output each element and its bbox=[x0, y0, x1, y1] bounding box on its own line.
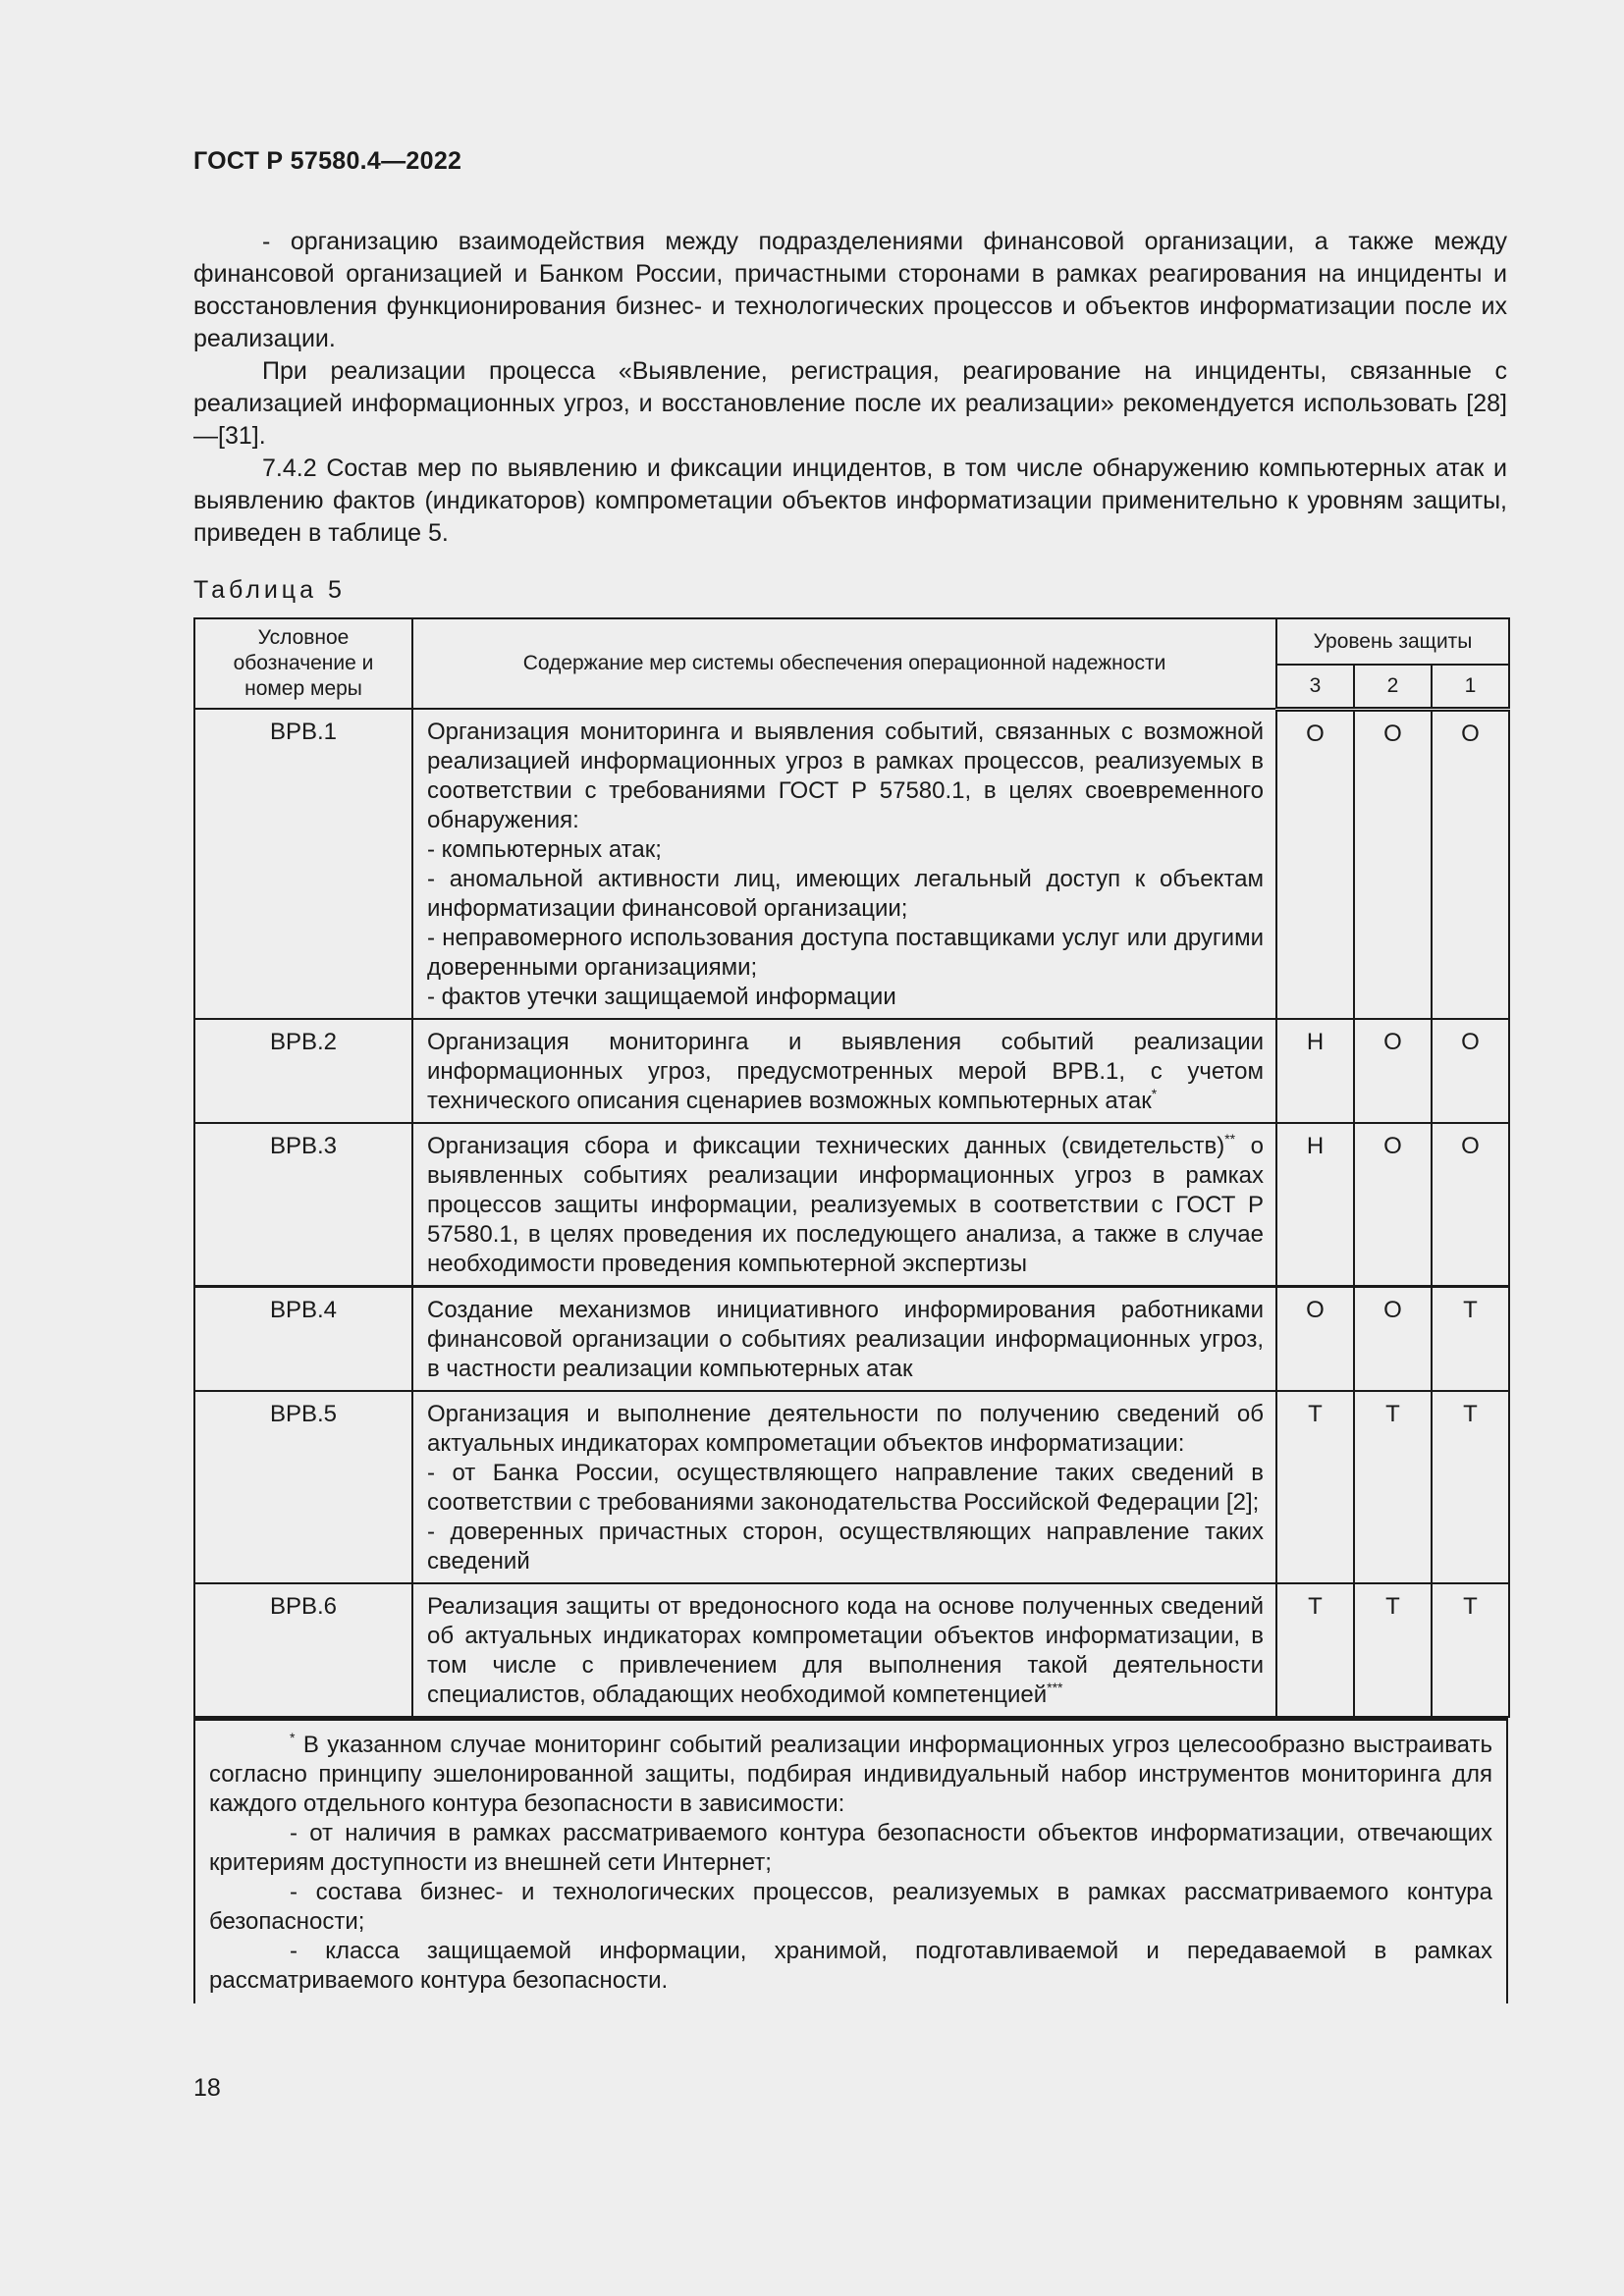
table-caption: Таблица 5 bbox=[193, 576, 346, 604]
description-item: - неправомерного использования доступа поставщиками услуг или другими доверенными организациями; bbox=[427, 925, 1264, 981]
header-level-2: 2 bbox=[1354, 665, 1432, 709]
description-line: Реализация защиты от вредоносного кода на основе полученных сведений об актуальных индикаторах компрометации объектов информатизации, в том числе с привлечением для выполнения такой деятельности специалистов, обладающих необходимой компетенцией bbox=[427, 1593, 1264, 1708]
level-2-value: Т bbox=[1354, 1583, 1432, 1717]
level-3-value: Н bbox=[1276, 1019, 1354, 1123]
footnote-mark: ** bbox=[1224, 1131, 1236, 1147]
level-3-value: О bbox=[1276, 709, 1354, 1019]
note-item: - состава бизнес- и технологических процессов, реализуемых в рамках рассматриваемого контура безопасности; bbox=[209, 1879, 1492, 1935]
table-row bbox=[194, 1583, 1509, 1717]
description-item: - от Банка России, осуществляющего направление таких сведений в соответствии с требованиями законодательства Российской Федерации [2]; bbox=[427, 1460, 1264, 1516]
level-1-value: О bbox=[1432, 1019, 1509, 1123]
footnote-mark: *** bbox=[1047, 1680, 1063, 1695]
table-row bbox=[194, 1287, 1509, 1392]
description-item: - доверенных причастных сторон, осуществляющих направление таких сведений bbox=[427, 1519, 1264, 1575]
level-2-value: Т bbox=[1354, 1391, 1432, 1583]
header-level-3: 3 bbox=[1276, 665, 1354, 709]
level-1-value: О bbox=[1432, 1123, 1509, 1287]
paragraph: При реализации процесса «Выявление, регистрация, реагирование на инциденты, связанные с реализацией информационных угроз, и восстановление после их реализации» рекомендуется использовать [28]—[31]. bbox=[193, 357, 1507, 450]
level-2-value: О bbox=[1354, 1123, 1432, 1287]
note-item: - от наличия в рамках рассматриваемого контура безопасности объектов информатизации, отвечающих критериям доступности из внешней сети Интернет; bbox=[209, 1820, 1492, 1876]
measure-code: ВРВ.5 bbox=[194, 1391, 412, 1583]
level-2-value: О bbox=[1354, 709, 1432, 1019]
header-level-group: Уровень защиты bbox=[1276, 618, 1509, 665]
measure-code: ВРВ.6 bbox=[194, 1583, 412, 1717]
description-line: Организация мониторинга и выявления событий, связанных с возможной реализацией информационных угроз в рамках процессов, реализуемых в соответствии с требованиями ГОСТ Р 57580.1, в целях своевременного обнаружения: bbox=[427, 719, 1264, 833]
header-level-1: 1 bbox=[1432, 665, 1509, 709]
level-3-value: Т bbox=[1276, 1391, 1354, 1583]
level-1-value: Т bbox=[1432, 1391, 1509, 1583]
header-content: Содержание мер системы обеспечения операционной надежности bbox=[412, 618, 1276, 709]
measure-description bbox=[412, 1583, 1276, 1717]
header-code: Условное обозначение и номер меры bbox=[194, 618, 412, 709]
measure-code: ВРВ.2 bbox=[194, 1019, 412, 1123]
table-row bbox=[194, 1123, 1509, 1287]
table-row bbox=[194, 709, 1509, 1019]
body-text bbox=[193, 226, 1507, 550]
measure-description bbox=[412, 1019, 1276, 1123]
level-3-value: Н bbox=[1276, 1123, 1354, 1287]
level-1-value: Т bbox=[1432, 1583, 1509, 1717]
paragraph: 7.4.2 Состав мер по выявлению и фиксации инцидентов, в том числе обнаружению компьютерных атак и выявлению фактов (индикаторов) компрометации объектов информатизации применительно к уровням защиты, приведен в таблице 5. bbox=[193, 454, 1507, 547]
note-item: - класса защищаемой информации, хранимой, подготавливаемой и передаваемой в рамках рассматриваемого контура безопасности. bbox=[209, 1938, 1492, 1994]
table-row bbox=[194, 1019, 1509, 1123]
level-2-value: О bbox=[1354, 1019, 1432, 1123]
description-item: - компьютерных атак; bbox=[427, 836, 662, 863]
table-notes bbox=[193, 1718, 1508, 2003]
description-line: Организация сбора и фиксации технических данных (свидетельств) bbox=[427, 1133, 1225, 1159]
measure-code: ВРВ.1 bbox=[194, 709, 412, 1019]
footnote-mark: * bbox=[1151, 1086, 1158, 1101]
footnote-mark: * bbox=[290, 1730, 296, 1745]
measure-code: ВРВ.4 bbox=[194, 1287, 412, 1392]
measures-table-wrap bbox=[193, 617, 1508, 2003]
document-code-header: ГОСТ Р 57580.4—2022 bbox=[193, 147, 462, 175]
measure-description bbox=[412, 1287, 1276, 1392]
description-line: о выявленных событиях реализации информационных угроз в рамках процессов защиты информации, реализуемых в соответствии с ГОСТ Р 57580.1, в целях проведения их последующего анализа, а также в случае необходимости проведения компьютерной экспертизы bbox=[427, 1133, 1264, 1277]
description-line: Организация и выполнение деятельности по получению сведений об актуальных индикаторах компрометации объектов информатизации: bbox=[427, 1401, 1264, 1457]
level-3-value: Т bbox=[1276, 1583, 1354, 1717]
note-lead-text: В указанном случае мониторинг событий реализации информационных угроз целесообразно выстраивать согласно принципу эшелонированной защиты, подбирая индивидуальный набор инструментов мониторинга для каждого отдельного контура безопасности в зависимости: bbox=[209, 1732, 1492, 1817]
description-line: Создание механизмов инициативного информирования работниками финансовой организации о событиях реализации информационных угроз, в частности реализации компьютерных атак bbox=[427, 1297, 1264, 1382]
note-lead bbox=[209, 1731, 1492, 1819]
level-3-value: О bbox=[1276, 1287, 1354, 1392]
measure-description bbox=[412, 1391, 1276, 1583]
description-line: Организация мониторинга и выявления событий реализации информационных угроз, предусмотренных мерой ВРВ.1, с учетом технического описания сценариев возможных компьютерных атак bbox=[427, 1029, 1264, 1114]
level-1-value: О bbox=[1432, 709, 1509, 1019]
level-1-value: Т bbox=[1432, 1287, 1509, 1392]
description-item: - фактов утечки защищаемой информации bbox=[427, 984, 896, 1010]
page-number: 18 bbox=[193, 2074, 221, 2102]
measures-table bbox=[193, 617, 1510, 1718]
measure-description bbox=[412, 709, 1276, 1019]
description-item: - аномальной активности лиц, имеющих легальный доступ к объектам информатизации финансовой организации; bbox=[427, 866, 1264, 922]
measure-code: ВРВ.3 bbox=[194, 1123, 412, 1287]
paragraph: - организацию взаимодействия между подразделениями финансовой организации, а также между финансовой организацией и Банком России, причастными сторонами в рамках реагирования на инциденты и восстановления функционирования бизнес- и технологических процессов и объектов информатизации после их реализации. bbox=[193, 228, 1507, 352]
table-row bbox=[194, 1391, 1509, 1583]
measure-description bbox=[412, 1123, 1276, 1287]
level-2-value: О bbox=[1354, 1287, 1432, 1392]
